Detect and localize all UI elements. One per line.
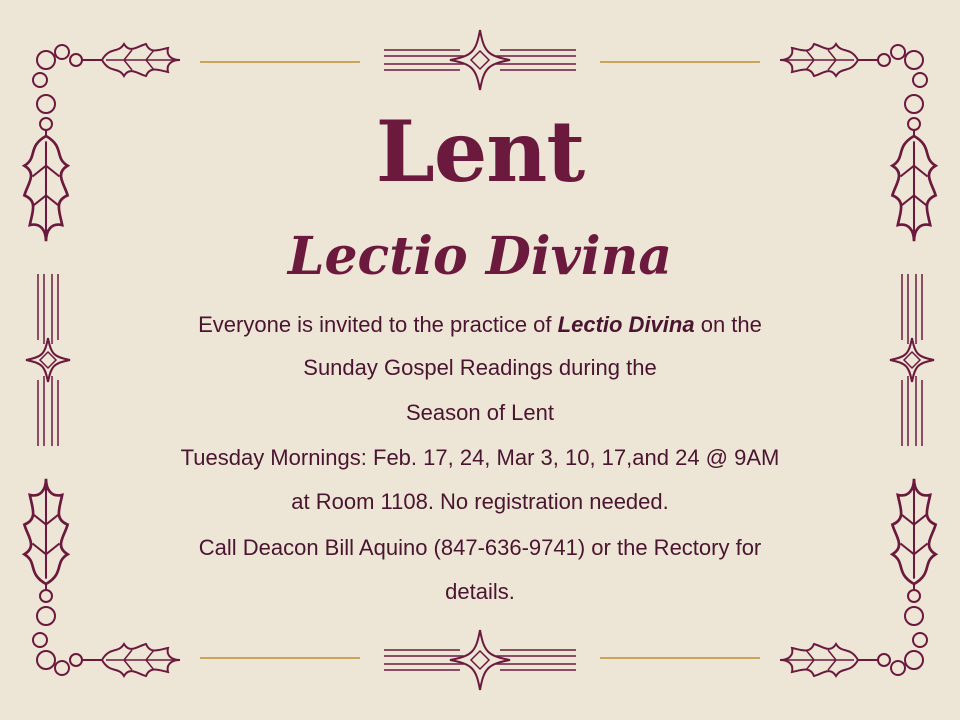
body-line-contact: Call Deacon Bill Aquino (847-636-9741) or the Rectory for [198, 535, 762, 560]
page-subtitle: Lectio Divina [287, 226, 673, 287]
top-star-ornament [384, 30, 576, 90]
body-text: on the [700, 312, 762, 337]
emphasis-text: Lectio Divina [557, 312, 695, 337]
body-line-location: at Room 1108. No registration needed. [291, 489, 669, 514]
body-line-details: details. [445, 579, 515, 604]
body-line-readings: Sunday Gospel Readings during the [303, 355, 657, 380]
body-line-season: Season of Lent [405, 400, 554, 425]
page-title: Lent [375, 102, 585, 201]
body-line-invitation [0, 310, 960, 340]
bottom-star-ornament [384, 630, 576, 690]
body-line-schedule: Tuesday Mornings: Feb. 17, 24, Mar 3, 10, 17,and 24 @ 9AM [180, 445, 780, 470]
body-text: Everyone is invited to the practice of [198, 312, 552, 337]
